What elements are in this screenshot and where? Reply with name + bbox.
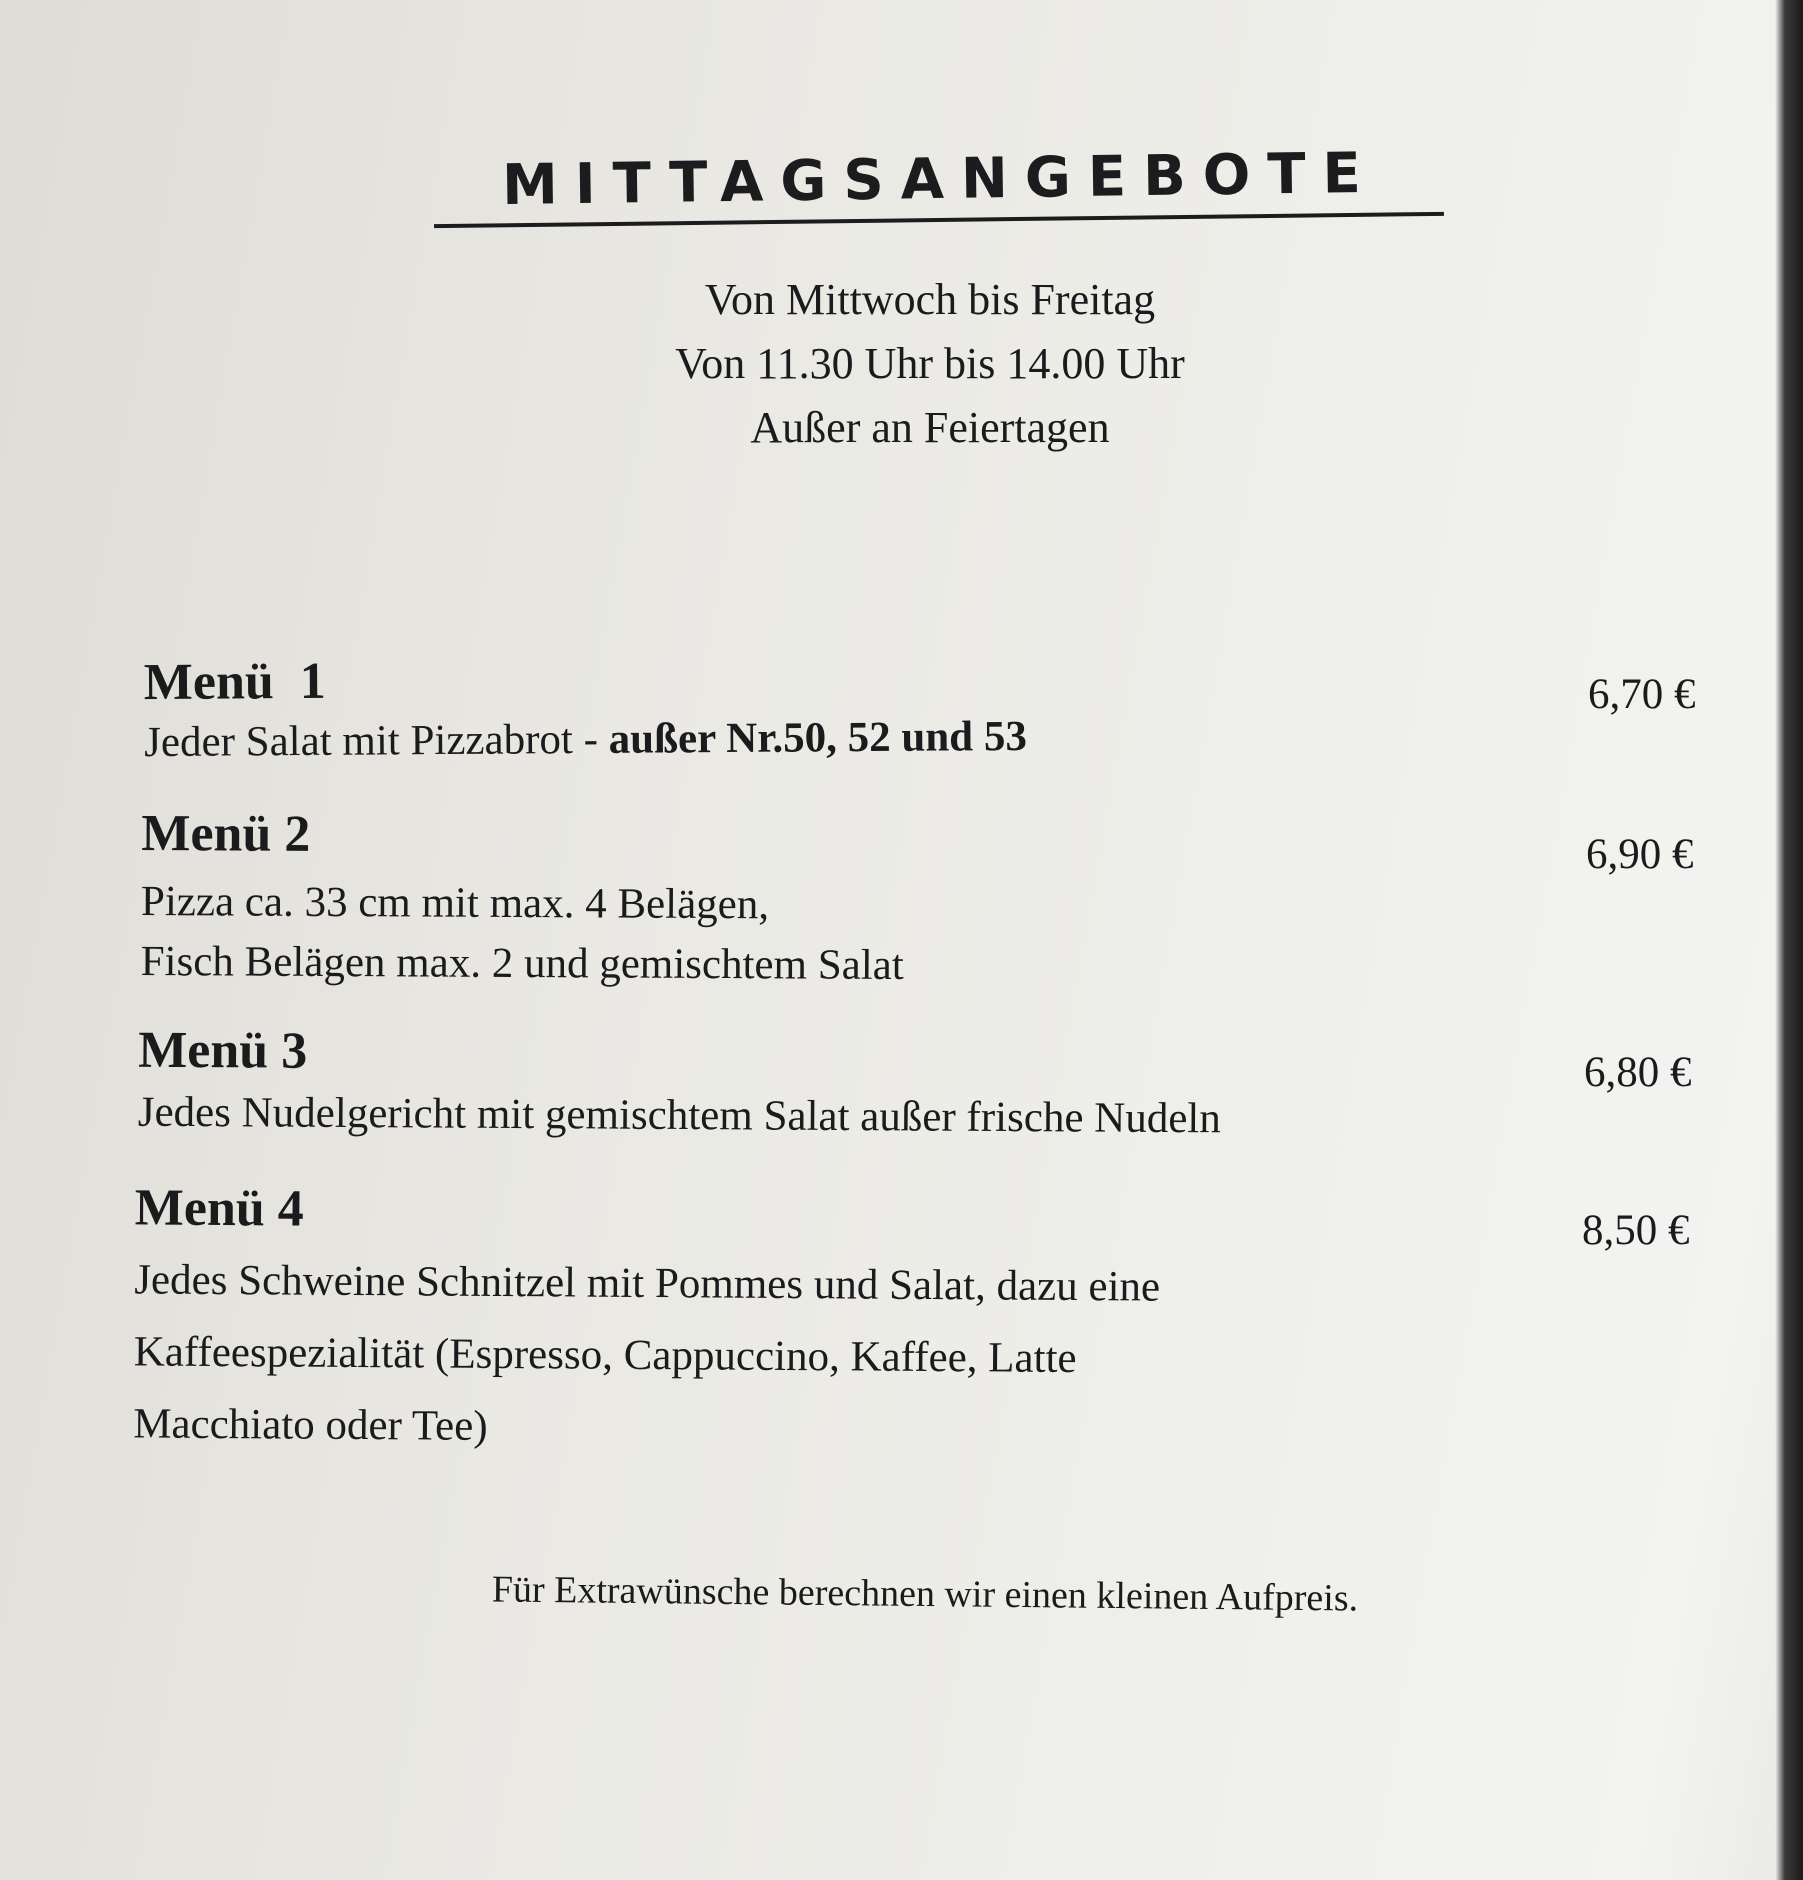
menu-description [144, 707, 1027, 773]
menu-description-line: Pizza ca. 33 cm mit max. 4 Belägen, [140, 878, 770, 929]
menu-name: Menü 3 [138, 1021, 308, 1080]
menu-description-text: Jeder Salat mit Pizzabrot - [144, 715, 609, 767]
menu-price-2: 6,90 € [1586, 831, 1694, 878]
menu-item-3 [138, 1021, 1222, 1150]
footer-note: Für Extrawünsche berechnen wir einen kleinen Aufpreis. [491, 1568, 1359, 1620]
menu-price-3: 6,80 € [1584, 1049, 1692, 1096]
menu-item-1 [144, 647, 1027, 773]
menu-description-line: Macchiato oder Tee) [133, 1400, 488, 1450]
menu-price-4: 8,50 € [1582, 1207, 1690, 1254]
menu-description-line: Jedes Nudelgericht mit gemischtem Salat außer frische Nudeln [137, 1088, 1221, 1143]
menu-binder-edge [1775, 0, 1803, 1880]
hours-exception: Außer an Feiertagen [750, 403, 1110, 452]
menu-name: Menü 2 [141, 805, 311, 863]
page-title: MITTAGSANGEBOTE [501, 140, 1379, 219]
menu-item-2 [141, 804, 905, 996]
menu-price-1: 6,70 € [1588, 671, 1696, 718]
hours-days: Von Mittwoch bis Freitag [704, 275, 1156, 324]
opening-hours [560, 268, 1300, 460]
menu-name: Menü 1 [143, 652, 326, 712]
hours-time: Von 11.30 Uhr bis 14.00 Uhr [675, 339, 1185, 388]
menu-description-line: Jedes Schweine Schnitzel mit Pommes und Salat, dazu eine [134, 1256, 1161, 1311]
menu-description-exception: außer Nr.50, 52 und 53 [608, 712, 1028, 763]
menu-description-line: Fisch Belägen max. 2 und gemischtem Salat [140, 938, 904, 989]
menu-description-line: Kaffeespezialität (Espresso, Cappuccino, Kaffee, Latte [133, 1328, 1077, 1382]
menu-item-4 [133, 1178, 1161, 1467]
menu-name: Menü 4 [134, 1179, 304, 1238]
